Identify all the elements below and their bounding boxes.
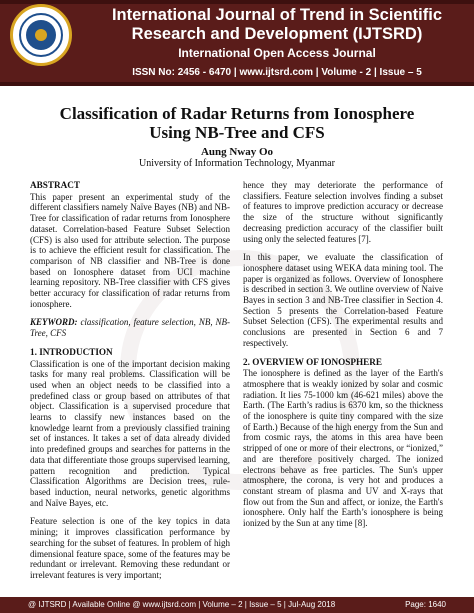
journal-banner <box>0 0 474 86</box>
left-column <box>30 180 230 589</box>
journal-subtitle: International Open Access Journal <box>178 46 376 60</box>
intro-paragraph-3: hence they may deteriorate the performance of classifiers. Feature selection involves finding a subset of features to improve prediction accuracy or decrease the size of the structure without significantly decreasing prediction accuracy of the classifier built using only the selected features [7]. <box>243 180 443 244</box>
intro-paragraph-2: Feature selection is one of the key topics in data mining; it improves classification performance by searching for the subset of features. In problem of high dimensional feature space, some of the features may be redundant or irrelevant. Removing these redundant or irrelevant features is very important; <box>30 516 230 580</box>
overview-heading: 2. OVERVIEW OF IONOSPHERE <box>243 356 383 367</box>
overview-text: The ionosphere is defined as the layer of the Earth's atmosphere that is weakly ionized by solar and cosmic radiation. It lies 75-1000 km (46-621 miles) above the Earth. (The Earth’s radius is 6370 km, so the thickness of the ionosphere is quite tiny compared with the size of Earth.) Because of the high energy from the Sun and from cosmic rays, the atoms in this area have been stripped of one or more of their electrons, or “ionized,” and are therefore positively charged. The ionized electrons behave as free particles. The Sun's upper atmosphere, the corona, is very hot and produces a constant stream of plasma and UV and X-rays that flow out from the Sun and affect, or ionize, the Earth's ionosphere. Only half the Earth’s ionosphere is being ionized by the Sun at any time [8]. <box>243 368 443 529</box>
paper-title: Classification of Radar Returns from Ionosphere Using NB-Tree and CFS <box>59 104 415 142</box>
banner-top-stripe <box>0 0 474 4</box>
abstract-heading: ABSTRACT <box>30 180 81 190</box>
author-affiliation: University of Information Technology, Myanmar <box>139 158 335 169</box>
right-column <box>243 180 443 537</box>
keywords-label: KEYWORD: <box>30 317 78 328</box>
footer-citation: @ IJTSRD | Available Online @ www.ijtsrd.com | Volume – 2 | Issue – 5 | Jul-Aug 2018 <box>28 600 336 609</box>
page-footer <box>0 597 474 613</box>
footer-page-number: Page: 1640 <box>405 600 446 609</box>
banner-bottom-stripe <box>0 82 474 86</box>
ijtsrd-logo-icon <box>10 4 72 66</box>
intro-paragraph-1: Classification is one of the important decision making tasks for many real problems. Classification will be used when an object needs to be classified into a predefined class or group based on attributes of that object. Classification is a supervised procedure that learns to classify new instances based on the knowledge learnt from a previously classified training set of instances. It takes a set of data already divided into predefined groups and searches for patterns in the data that differentiate those groups supervised learning, pattern recognition and prediction. Typical Classification Algorithms are Decision trees, rule-based induction, neural networks, genetic algorithms and Naïve Bayes, etc. <box>30 358 230 508</box>
keywords-text: classification, feature selection, NB, NB-Tree, CFS <box>30 317 230 339</box>
abstract-text: This paper present an experimental study of the different classifiers namely Naïve Bayes (NB) and NB-Tree for classification of radar returns from Ionosphere dataset. Correlation-based Feature Subset Selection (CFS) is also used for attribute selection. The purpose is to achieve the efficient result for classification. The comparison of NB classifier and NB-Tree is done based on Ionosphere dataset from UCI machine learning repository. NB-Tree classifier with CFS gives better accuracy for classification of radar returns from ionosphere. <box>30 191 230 309</box>
logo-core <box>26 20 56 50</box>
intro-paragraph-4: In this paper, we evaluate the classification of ionosphere dataset using WEKA data mining tool. The paper is organized as follows. Overview of Ionosphere is described in section 3. We outline overview of Naive Bayes in section 3 and NB-Tree classifier in Section 4. Section 5 presents the Correlation-based Feature Subset Selection (CFS). The experimental results and conclusions are presented in Section 6 and 7 respectively. <box>243 252 443 348</box>
journal-title: International Journal of Trend in Scientific Research and Development (IJTSRD) <box>111 6 443 43</box>
journal-issn-line: ISSN No: 2456 - 6470 | www.ijtsrd.com | Volume - 2 | Issue – 5 <box>132 67 422 78</box>
keywords <box>30 317 230 338</box>
intro-heading: 1. INTRODUCTION <box>30 346 113 357</box>
author-name: Aung Nway Oo <box>200 146 274 158</box>
